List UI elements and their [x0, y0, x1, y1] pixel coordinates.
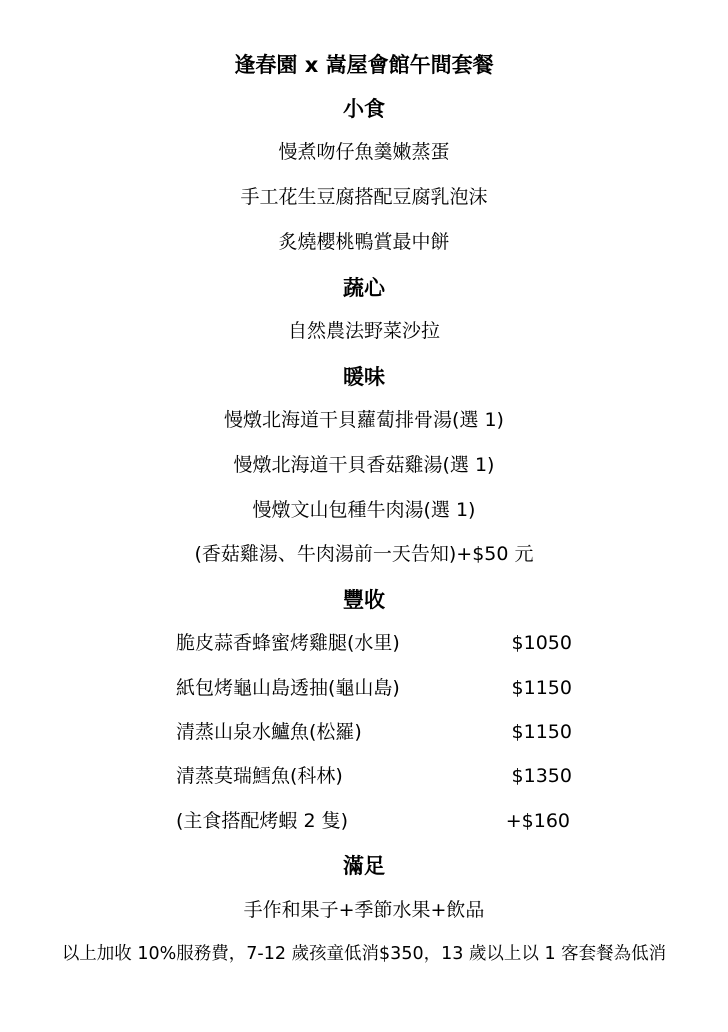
menu-item: 慢煮吻仔魚羹嫩蒸蛋 [278, 141, 450, 163]
priced-menu-item [0, 719, 728, 745]
item-name: 紙包烤龜山島透抽(龜山島) [176, 677, 400, 699]
section-heading-vegetables: 蔬心 [343, 276, 385, 300]
menu-item: 手工花生豆腐搭配豆腐乳泡沫 [240, 186, 488, 208]
section-heading-dessert: 滿足 [343, 854, 385, 878]
priced-menu-item [0, 630, 728, 656]
priced-menu-item [0, 675, 728, 701]
menu-title: 逢春園 x 嵩屋會館午間套餐 [234, 53, 494, 77]
item-name: 清蒸莫瑞鱈魚(科林) [176, 765, 343, 787]
section-heading-mains: 豐收 [343, 588, 385, 612]
item-price: +$160 [505, 810, 570, 832]
item-price: $1050 [511, 632, 572, 654]
item-name: (主食搭配烤蝦 2 隻) [176, 810, 348, 832]
service-fee-footnote: 以上加收 10%服務費，7-12 歲孩童低消$350，13 歲以上以 1 客套餐為低消 [61, 944, 667, 964]
menu-item: 自然農法野菜沙拉 [287, 320, 440, 342]
item-price: $1150 [511, 677, 572, 699]
menu-item: 慢燉北海道干貝蘿蔔排骨湯(選 1) [224, 409, 504, 431]
priced-menu-item [0, 763, 728, 789]
item-name: 清蒸山泉水鱸魚(松羅) [176, 721, 362, 743]
section-heading-soups: 暖味 [343, 365, 385, 389]
menu-item: 炙燒櫻桃鴨賞最中餅 [278, 231, 450, 253]
menu-item: 慢燉文山包種牛肉湯(選 1) [252, 499, 476, 521]
item-price: $1350 [511, 765, 572, 787]
menu-item: 慢燉北海道干貝香菇雞湯(選 1) [233, 454, 495, 476]
item-price: $1150 [511, 721, 572, 743]
section-heading-snacks: 小食 [343, 97, 385, 121]
add-on-item [0, 808, 728, 834]
menu-item: 手作和果子+季節水果+飲品 [243, 899, 485, 921]
item-name: 脆皮蒜香蜂蜜烤雞腿(水里) [176, 632, 400, 654]
soup-note: (香菇雞湯、牛肉湯前一天告知)+$50 元 [194, 543, 534, 565]
